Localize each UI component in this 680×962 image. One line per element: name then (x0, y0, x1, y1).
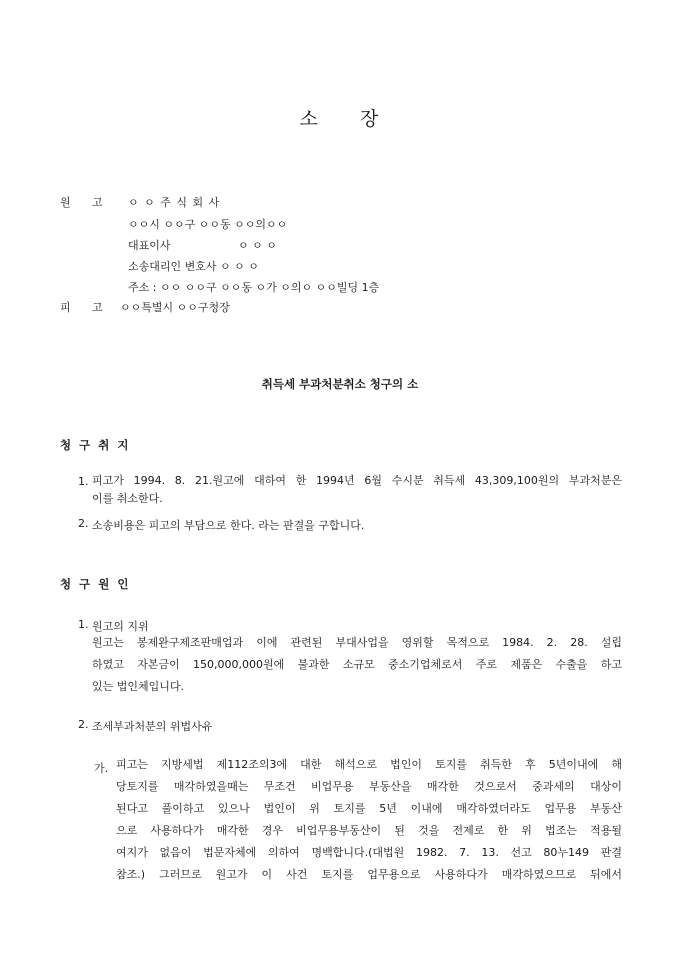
section-number: 1. (78, 618, 89, 631)
claim-purpose-heading: 청 구 취 지 (60, 438, 131, 452)
section-1-body (92, 632, 622, 698)
plaintiff-address: ㅇㅇ시 ㅇㅇ구 ㅇㅇ동 ㅇㅇ의ㅇㅇ (128, 218, 288, 231)
plaintiff-label-char: 원 (60, 196, 71, 209)
attorney: 소송대리인 변호사 ㅇ ㅇ ㅇ (128, 260, 259, 273)
body-line: 여지가 없음이 법문자체에 의하여 명백합니다.(대법원 1982. 7. 13. 선고 80누149 판결 (116, 846, 622, 859)
body-line: 참조.) 그러므로 원고가 이 사건 토지를 업무용으로 사용하다가 매각하였으므로 뒤에서 (116, 868, 622, 881)
body-line: 원고는 봉제완구제조판매업과 이에 관련된 부대사업을 영위할 목적으로 1984. 2. 28. 설립 (92, 636, 622, 649)
section-1-title: 원고의 지위 (92, 620, 149, 633)
plaintiff-name: ㅇ ㅇ 주 식 회 사 (128, 196, 221, 209)
case-title: 취득세 부과처분취소 청구의 소 (261, 377, 419, 391)
claim-item-number: 2. (78, 517, 89, 530)
claim-item-2: 소송비용은 피고의 부담으로 한다. 라는 판결을 구합니다. (92, 519, 365, 532)
claim-item-number: 1. (78, 475, 89, 488)
subsection-body (116, 754, 622, 886)
subsection-marker: 가. (94, 762, 109, 775)
plaintiff-label-char: 고 (92, 196, 103, 209)
body-line: 당토지를 매각하였을때는 무조건 비업무용 부동산을 매각한 것으로서 중과세의 대상이 (116, 780, 622, 793)
ceo-name: ㅇ ㅇ ㅇ (238, 239, 277, 252)
claim-item-1-line: 피고가 1994. 8. 21.원고에 대하여 한 1994년 6월 수시분 취득세 43,309,100원의 부과처분은 (92, 474, 622, 487)
plaintiff-label (60, 194, 124, 210)
title-char-2: 장 (360, 108, 381, 130)
defendant-label (60, 299, 124, 315)
section-number: 2. (78, 718, 89, 731)
body-line: 으로 사용하다가 매각한 경우 비업무용부동산이 된 것을 전제로 한 위 법조는 적용될 (116, 824, 622, 837)
claim-cause-heading: 청 구 원 인 (60, 577, 131, 591)
body-line: 피고는 지방세법 제112조의3에 대한 해석으로 법인이 토지를 취득한 후 5년이내에 해 (116, 758, 622, 771)
title-char-1: 소 (299, 108, 320, 130)
defendant-label-char: 고 (92, 301, 103, 314)
document-title (0, 104, 680, 131)
claim-item-1-line: 이를 취소한다. (92, 492, 163, 505)
defendant-name: ㅇㅇ특별시 ㅇㅇ구청장 (120, 301, 230, 314)
defendant-label-char: 피 (60, 301, 71, 314)
body-line: 된다고 풀이하고 있으나 법인이 위 토지를 5년 이내에 매각하였더라도 업무용 부동산 (116, 802, 622, 815)
section-2-title: 조세부과처분의 위법사유 (92, 720, 213, 733)
body-line: 있는 법인체입니다. (92, 680, 185, 693)
attorney-address: 주소 : ㅇㅇ ㅇㅇ구 ㅇㅇ동 ㅇ가 ㅇ의ㅇ ㅇㅇ빌딩 1층 (128, 281, 380, 294)
ceo-label: 대표이사 (128, 239, 171, 252)
body-line: 하였고 자본금이 150,000,000원에 불과한 소규모 중소기업체로서 주로 제품은 수출을 하고 (92, 658, 622, 671)
claim-item-1 (92, 470, 622, 510)
